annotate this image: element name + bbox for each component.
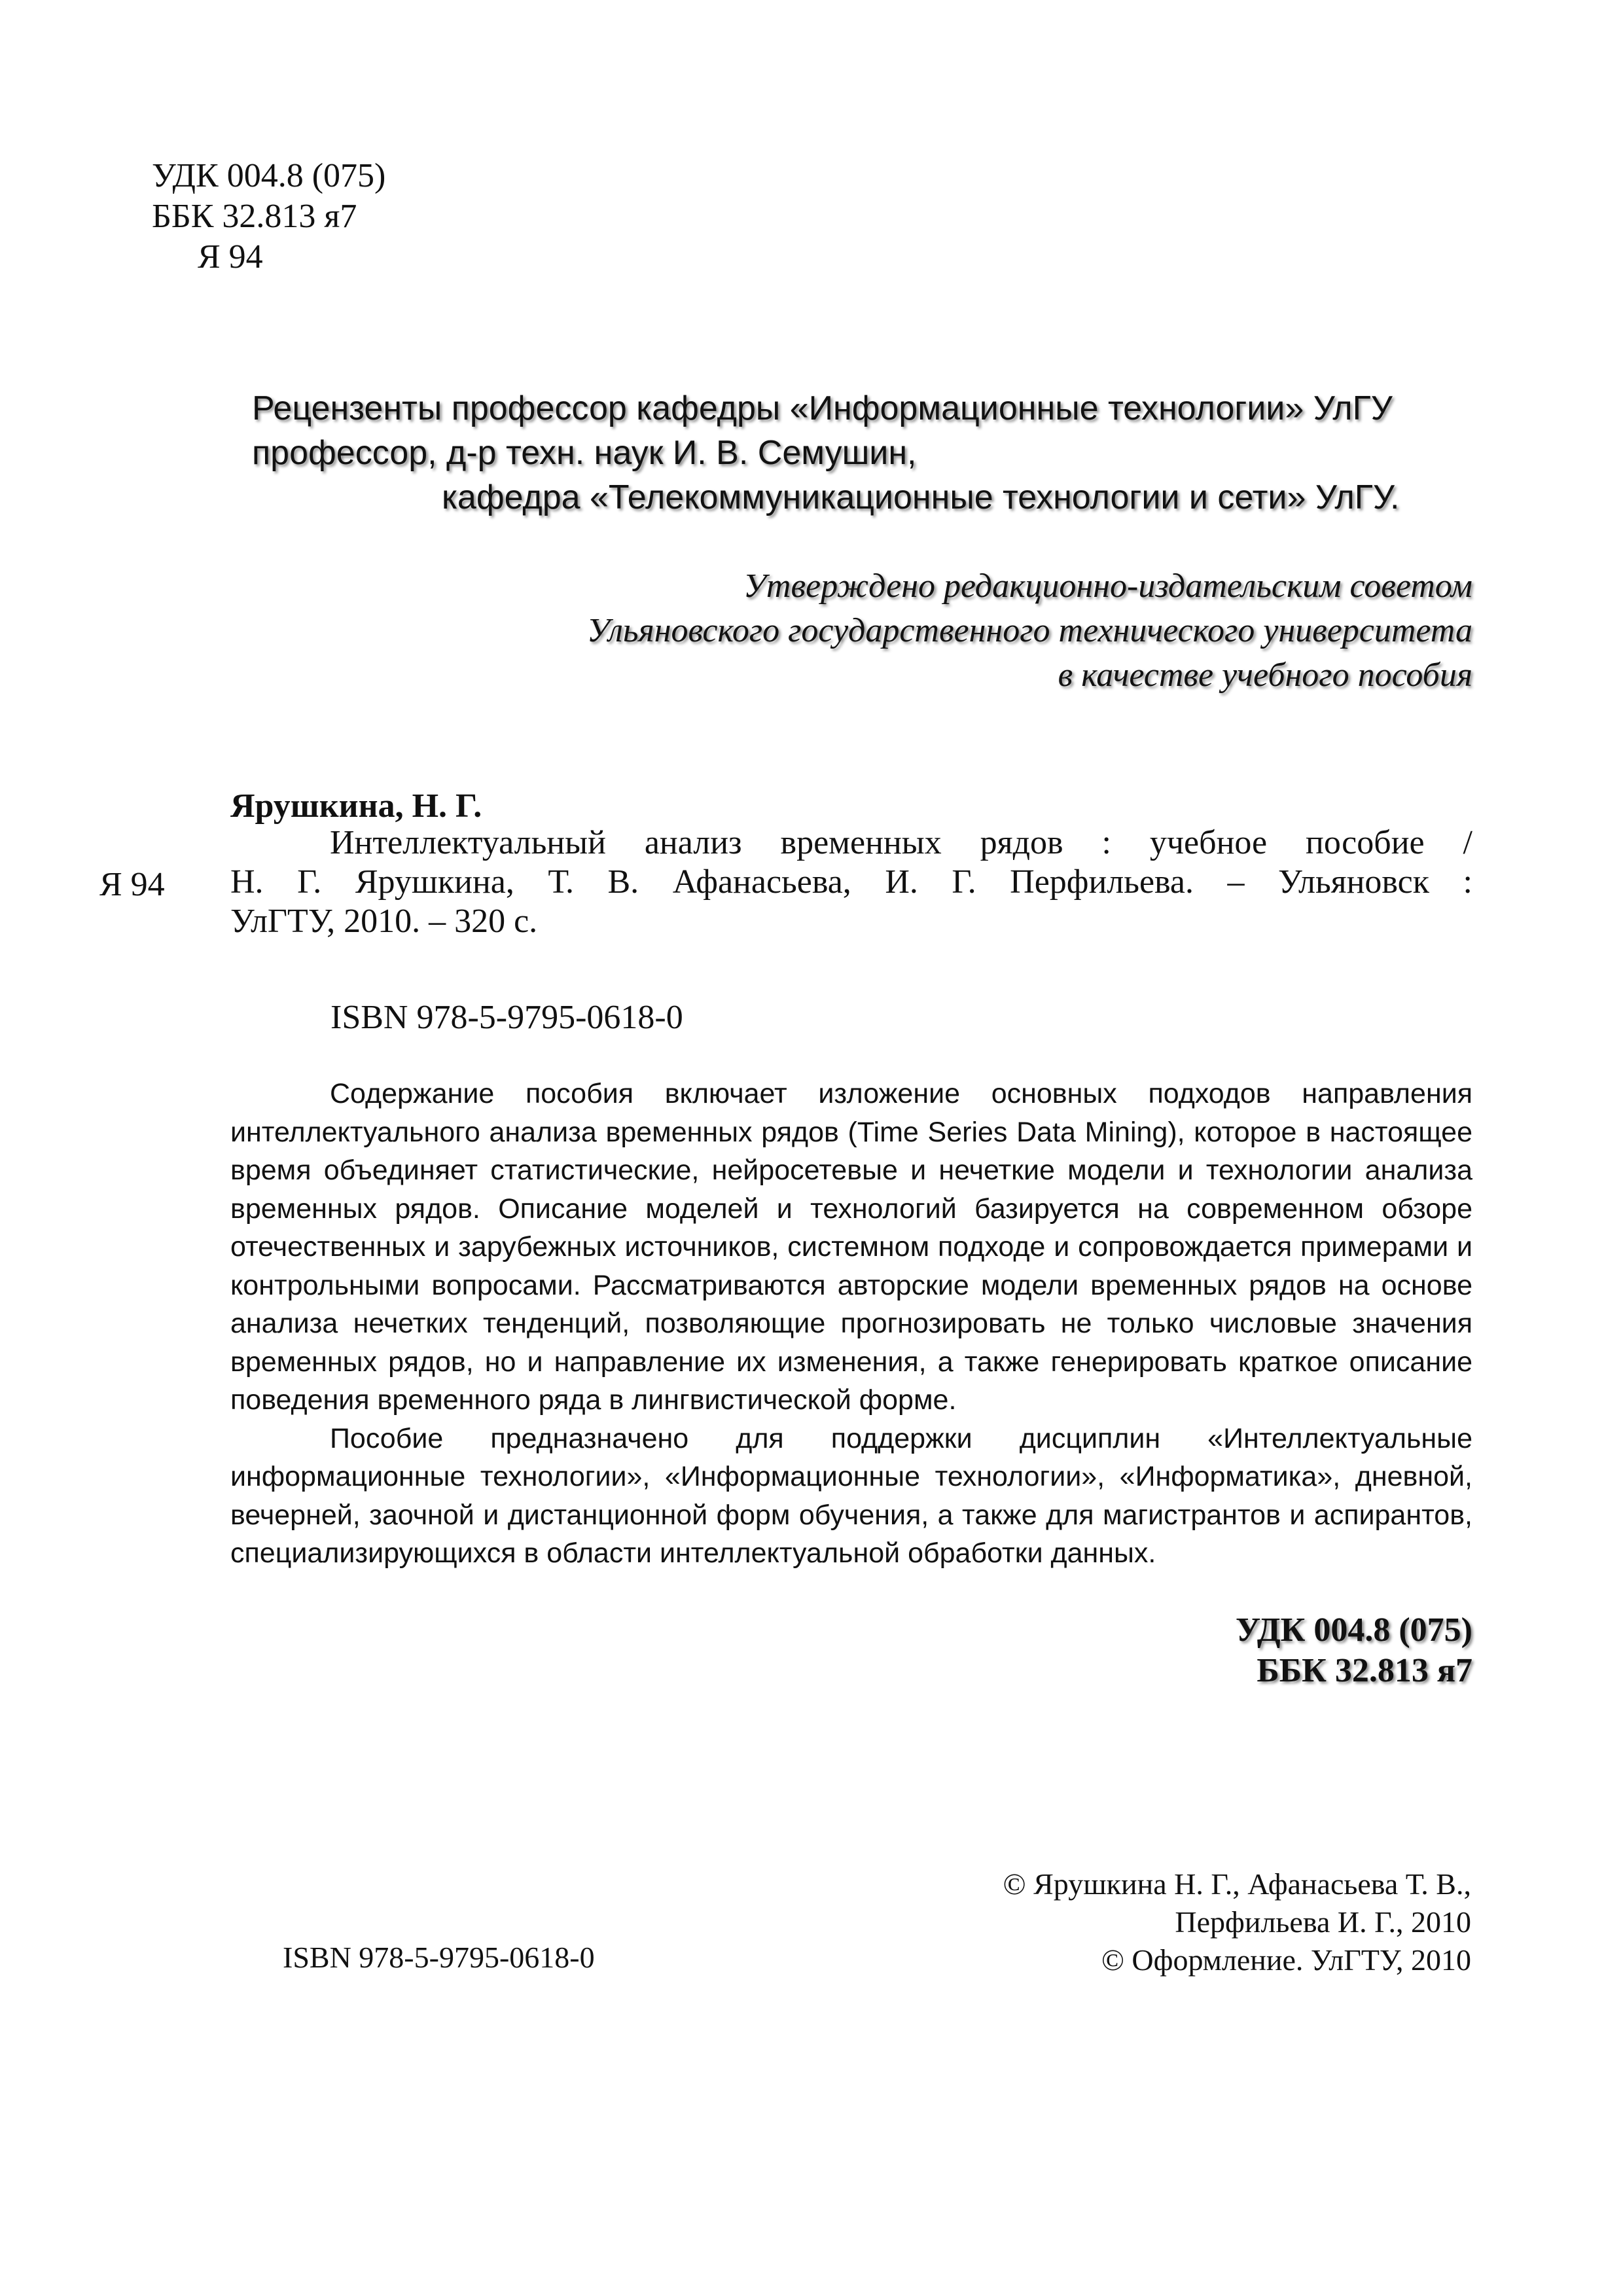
bibliography-record <box>230 823 1472 941</box>
udk-code-bottom: УДК 004.8 (075) <box>1235 1611 1472 1649</box>
copyright-line-1: © Ярушкина Н. Г., Афанасьева Т. В., <box>1003 1867 1471 1901</box>
bibliography-line-3: УлГТУ, 2010. – 320 с. <box>230 903 538 940</box>
reviewers-line-3: кафедра «Телекоммуникационные технологии и сети» УлГУ. <box>442 478 1400 516</box>
author-index: Я 94 <box>198 238 263 276</box>
bibliography-line-1: Интеллектуальный анализ временных рядов : учебное пособие / <box>330 824 1472 861</box>
copyright-line-3: © Оформление. УлГТУ, 2010 <box>1101 1943 1471 1977</box>
classification-header <box>152 156 385 278</box>
approval-line-1: Утверждено редакционно-издательским советом <box>743 567 1472 605</box>
annotation <box>230 1075 1472 1573</box>
footer-isbn: ISBN 978-5-9795-0618-0 <box>283 1941 595 1974</box>
annotation-paragraph-2: Пособие предназначено для поддержки дисциплин «Интеллектуальные информационные технологии», «Информационные технологии», «Информатика», дневной, вечерней, заочной и дистанционной форм обучения, а также для магистрантов и аспирантов, специализирующихся в области интеллектуальной обработки данных. <box>230 1422 1472 1569</box>
reviewers-line-2: профессор, д-р техн. наук И. В. Семушин, <box>252 434 917 472</box>
reviewers-line-1: Рецензенты профессор кафедры «Информационные технологии» УлГУ <box>252 389 1393 427</box>
bbk-code-bottom: ББК 32.813 я7 <box>1257 1652 1472 1689</box>
bibliography-isbn: ISBN 978-5-9795-0618-0 <box>330 999 683 1036</box>
approval-line-2: Ульяновского государственного технического университета <box>586 612 1472 649</box>
bibliography-line-2: Н. Г. Ярушкина, Т. В. Афанасьева, И. Г. Перфильева. – Ульяновск : <box>230 863 1472 901</box>
classification-footer <box>1236 1610 1472 1691</box>
copyright-line-2: Перфильева И. Г., 2010 <box>1175 1905 1471 1939</box>
bibliography-margin-index: Я 94 <box>99 866 165 903</box>
approval-block <box>587 564 1472 698</box>
bbk-code: ББК 32.813 я7 <box>152 198 357 235</box>
annotation-paragraph-1: Содержание пособия включает изложение основных подходов направления интеллектуального анализа временных рядов (Time Series Data Mining), которое в настоящее время объединяет статистические, нейросетевые и нечеткие модели и технологии анализа временных рядов. Описание моделей и технологий базируется на современном обзоре отечественных и зарубежных источников, системном подходе и сопровождается примерами и контрольными вопросами. Рассматриваются авторские модели временных рядов на основе анализа нечетких тенденций, позволяющие прогнозировать не только числовые значения временных рядов, но и направление их изменения, а также генерировать краткое описание поведения временного ряда в лингвистической форме. <box>230 1078 1472 1416</box>
bibliography-author: Ярушкина, Н. Г. <box>230 787 482 825</box>
copyright-block <box>1003 1865 1471 1979</box>
udk-code: УДК 004.8 (075) <box>152 157 386 194</box>
approval-line-3: в качестве учебного пособия <box>1058 656 1472 694</box>
reviewers-block <box>252 386 1399 520</box>
